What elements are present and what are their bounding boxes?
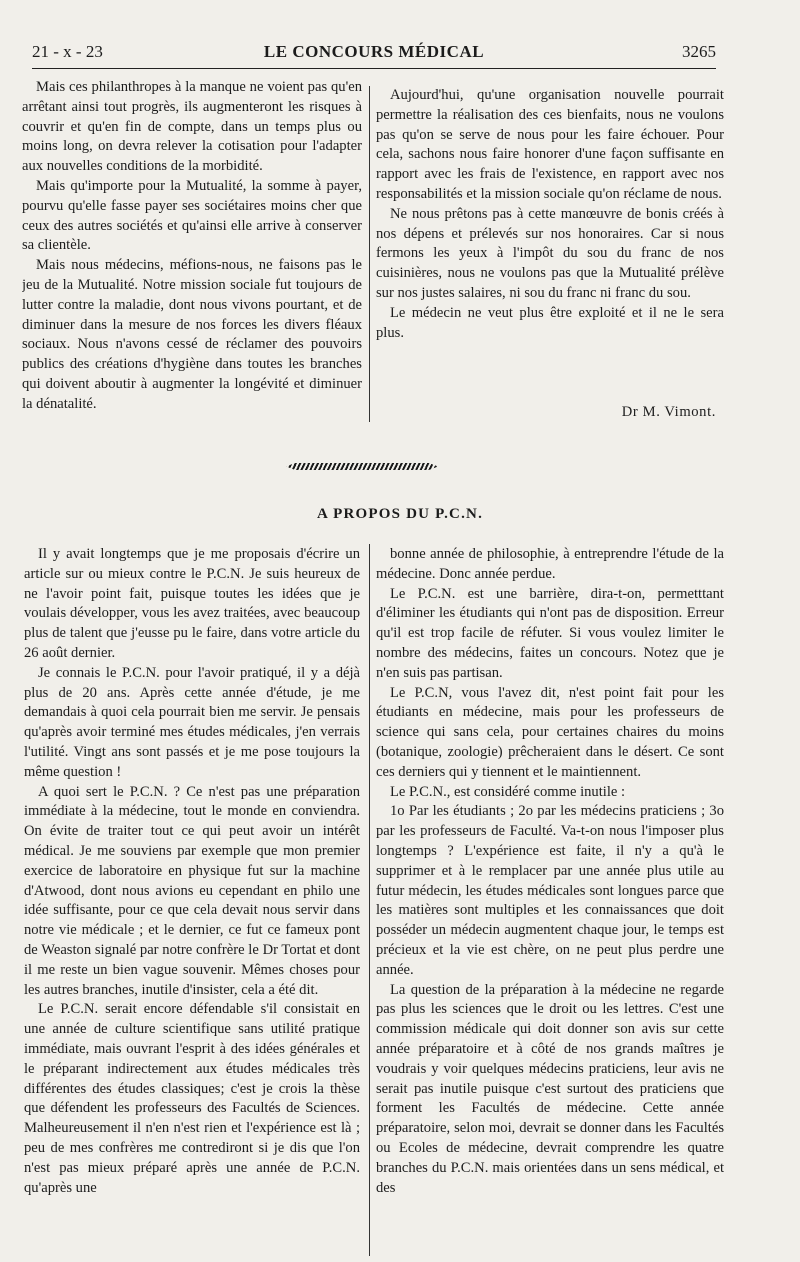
paragraph: Mais qu'importe pour la Mutualité, la somme à payer, pourvu qu'elle fasse payer ses sociétaires moins cher que ceux des autres sociétés et qu'ainsi elle arrive à conserver sa clientèle. bbox=[22, 177, 362, 254]
paragraph: Le P.C.N., est considéré comme inutile : bbox=[390, 783, 626, 800]
page-number: 3265 bbox=[682, 42, 716, 61]
paragraph: 1o Par les étudiants ; 2o par les médecins praticiens ; 3o par les professeurs de Faculté. Va-t-on nous l'imposer plus longtemps ? L'expérience est faite, il n'y a qu'à le supprimer et à le remplacer par une année plus utile au futur médecin, les études médicales sont longues parce que les matières sont multiples et les connaissances que doit posséder un médecin augmentent chaque jour, le temps est précieux et la vie est chère, on ne peut plus perdre une année. bbox=[376, 803, 724, 978]
header-date: 21 - x - 23 bbox=[32, 42, 103, 61]
paragraph: Aujourd'hui, qu'une organisation nouvelle pourrait permettre la réalisation des ces bienfaits, nous ne voulons pas qu'on se serve de nous pour les faire échouer. Pour cela, sachons nous faire honorer d'une façon suffisante en rapport avec les frais de l'existence, en rapport avec nos responsabilités et la mission sociale qu'on réclame de nous. bbox=[376, 87, 724, 202]
article-continuation-right-column bbox=[376, 86, 724, 431]
paragraph: La question de la préparation à la médecine ne regarde pas plus les sciences que le droit ou les lettres. C'est une commission médicale qui doit donner son avis sur cette année préparatoire et à côté de nos grands maîtres je voudrais y voir quelques médecins praticiens, leur avis ne serait pas inutile puisque c'est surtout des praticiens que forment les Facultés de médecine. Cette année préparatoire, selon moi, devrait se donner dans les Facultés ou Ecoles de médecine, devrait comprendre les quatre branches du P.C.N. mais orientées dans un sens médical, et des bbox=[376, 981, 724, 1196]
paragraph: Ne nous prêtons pas à cette manœuvre de bonis créés à nos dépens et prélevés sur nos honoraires. Car si nous fermons les yeux à l'impôt du sou du franc de nos cuisinières, nous ne voulons pas que la Mutualité prélève sur nos justes salaires, ni sou du franc ni franc du sou. bbox=[376, 205, 724, 301]
paragraph: Mais ces philanthropes à la manque ne voient pas qu'en arrêtant ainsi tout progrès, ils augmenteront les risques à couvrir et qu'en fin de compte, dans un temps plus ou moins long, on devra relever la cotisation pour l'adapter aux nouvelles conditions de la morbidité. bbox=[22, 79, 362, 175]
section-title: A PROPOS DU P.C.N. bbox=[316, 506, 484, 522]
paragraph: Je connais le P.C.N. pour l'avoir pratiqué, il y a déjà plus de 20 ans. Après cette année d'étude, je me demandais à quoi cela pourrait bien me servir. Je pensais qu'après avoir terminé mes études médicales, j'en verrais l'utilité. Vingt ans sont passés et je me pose toujours la même question ! bbox=[24, 664, 360, 780]
paragraph: bonne année de philosophie, à entreprendre l'étude de la médecine. Donc année perdue. bbox=[376, 546, 724, 582]
paragraph: Le P.C.N. est une barrière, dira-t-on, permetttant d'éliminer les étudiants qui n'ont pas de disposition. Erreur qu'il est trop facile de réfuter. Si vous voulez limiter le nombre des médecins, faites un concours. Notez que je n'en suis pas partisan. bbox=[376, 585, 724, 681]
paragraph: Le médecin ne veut plus être exploité et il ne le sera plus. bbox=[376, 304, 724, 341]
paragraph: A quoi sert le P.C.N. ? Ce n'est pas une préparation immédiate à la médecine, tout le monde en conviendra. On évite de traiter tout ce qui peut avoir un intérêt médical. Je me souviens par exemple que mon premier exercice de laboratoire en physique fut sur la machine d'Atwood, dont nous avions eu cependant en philo une idée suffisante, pour ce que cela devait nous servir dans notre vie médicale ; et le dernier, ce fut ce fameux pont de Weaston signalé par notre confrère le Dr Tortat et dont il me reste un bien vague souvenir. Mêmes choses pour les autres branches, inutile d'insister, cela a été dit. bbox=[24, 783, 360, 998]
article-left-column bbox=[24, 545, 360, 1257]
column-divider bbox=[369, 86, 370, 422]
journal-title: LE CONCOURS MÉDICAL bbox=[263, 42, 485, 61]
section-separator-ornament bbox=[286, 463, 438, 470]
author-signature: Dr M. Vimont. bbox=[621, 404, 716, 420]
column-divider bbox=[369, 544, 370, 1256]
page-header bbox=[32, 38, 716, 69]
paragraph: Le P.C.N, vous l'avez dit, n'est point fait pour les étudiants en médecine, mais pour les professeurs de science qui sans cela, pour certaines chaires du moins (botanique, zoologie) prêcheraient dans le désert. Ce sont ces derniers qui y tiennent et le maintiennent. bbox=[376, 684, 724, 780]
article-continuation-left-column bbox=[22, 78, 362, 438]
article-right-column bbox=[376, 545, 724, 1257]
paragraph: Mais nous médecins, méfions-nous, ne faisons pas le jeu de la Mutualité. Notre mission sociale fut toujours de lutter contre la maladie, dont nous vivons pourtant, et de diminuer dans la mesure de nos forces les divers fléaux sociaux. Nous n'avons cessé de réclamer des pouvoirs publics des créations d'hygiène dans toutes les branches qui doivent aboutir à augmenter la longévité et diminuer la dénatalité. bbox=[22, 257, 362, 412]
paragraph: Il y avait longtemps que je me proposais d'écrire un article sur ou mieux contre le P.C.N. Je suis heureux de ne l'avoir point fait, puisque toutes les idées que je voulais développer, vous les avez traitées, avec beaucoup plus de talent que j'eusse pu le faire, dans votre article du 26 août dernier. bbox=[24, 546, 360, 661]
paragraph: Le P.C.N. serait encore défendable s'il consistait en une année de culture scientifique sans utilité pratique immédiate, mais ouvrant l'esprit à des idées générales et le préparant indirectement aux études médicales très différentes des études classiques; c'est je crois la thèse que défendent les professeurs des Facultés de Sciences. Malheureusement il n'en n'est rien et l'expérience est là ; peu de mes confrères me contrediront si je dis que l'on n'est pas mieux préparé après une année de P.C.N. qu'après une bbox=[24, 1001, 360, 1196]
